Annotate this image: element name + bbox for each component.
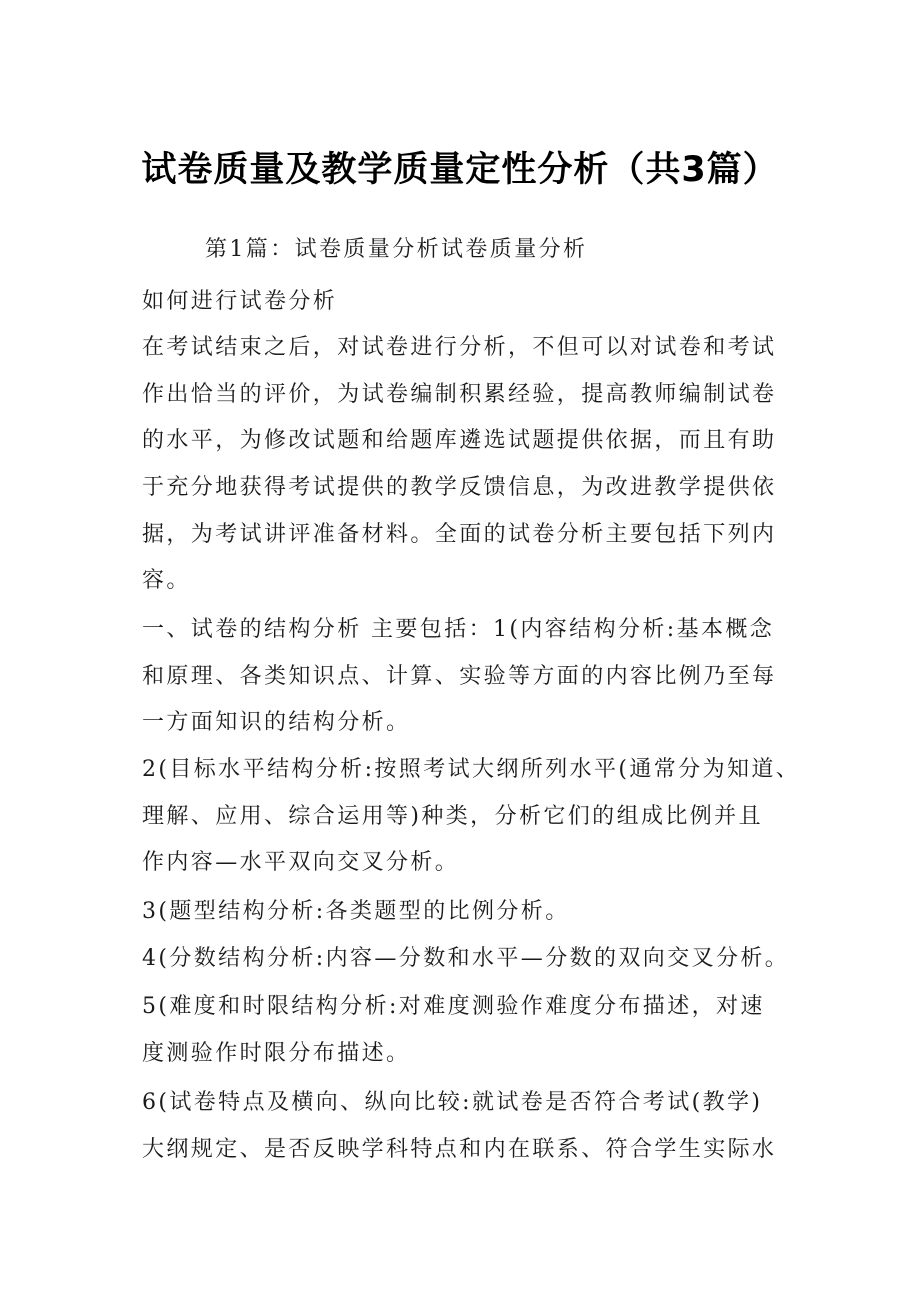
paragraph-line: 理解、应用、综合运用等)种类，分析它们的组成比例并且 bbox=[142, 804, 763, 829]
paragraph-line: 4(分数结构分析:内容—分数和水平—分数的双向交叉分析。 bbox=[142, 946, 790, 971]
paragraph-line: 2(目标水平结构分析:按照考试大纲所列水平(通常分为知道、 bbox=[142, 757, 801, 782]
paragraph-line: 5(难度和时限结构分析:对难度测验作难度分布描述，对速 bbox=[142, 994, 765, 1019]
paragraph-line: 作内容—水平双向交叉分析。 bbox=[142, 850, 460, 875]
paragraph-line: 大纲规定、是否反映学科特点和内在联系、符合学生实际水 bbox=[142, 1137, 777, 1162]
paragraph-line: 据，为考试讲评准备材料。全面的试卷分析主要包括下列内 bbox=[142, 522, 777, 547]
paragraph-line: 一、试卷的结构分析 主要包括：1(内容结构分析:基本概念 bbox=[142, 617, 775, 642]
paragraph-line: 容。 bbox=[142, 568, 191, 593]
paragraph-line: 一方面知识的结构分析。 bbox=[142, 710, 411, 735]
paragraph-line: 在考试结束之后，对试卷进行分析，不但可以对试卷和考试 bbox=[142, 335, 777, 360]
document-title: 试卷质量及教学质量定性分析（共3篇） bbox=[141, 150, 779, 190]
paragraph-line: 3(题型结构分析:各类题型的比例分析。 bbox=[142, 899, 570, 924]
paragraph-line: 的水平，为修改试题和给题库遴选试题提供依据，而且有助 bbox=[142, 428, 777, 453]
paragraph-line: 度测验作时限分布描述。 bbox=[142, 1041, 411, 1066]
section-heading: 第1篇：试卷质量分析试卷质量分析 bbox=[205, 237, 588, 262]
paragraph-line: 6(试卷特点及横向、纵向比较:就试卷是否符合考试(教学) bbox=[142, 1090, 763, 1115]
paragraph-line: 作出恰当的评价，为试卷编制积累经验，提高教师编制试卷 bbox=[142, 382, 777, 407]
paragraph-line: 如何进行试卷分析 bbox=[142, 289, 338, 314]
paragraph-line: 和原理、各类知识点、计算、实验等方面的内容比例乃至每 bbox=[142, 664, 777, 689]
paragraph-line: 于充分地获得考试提供的教学反馈信息，为改进教学提供依 bbox=[142, 475, 777, 500]
